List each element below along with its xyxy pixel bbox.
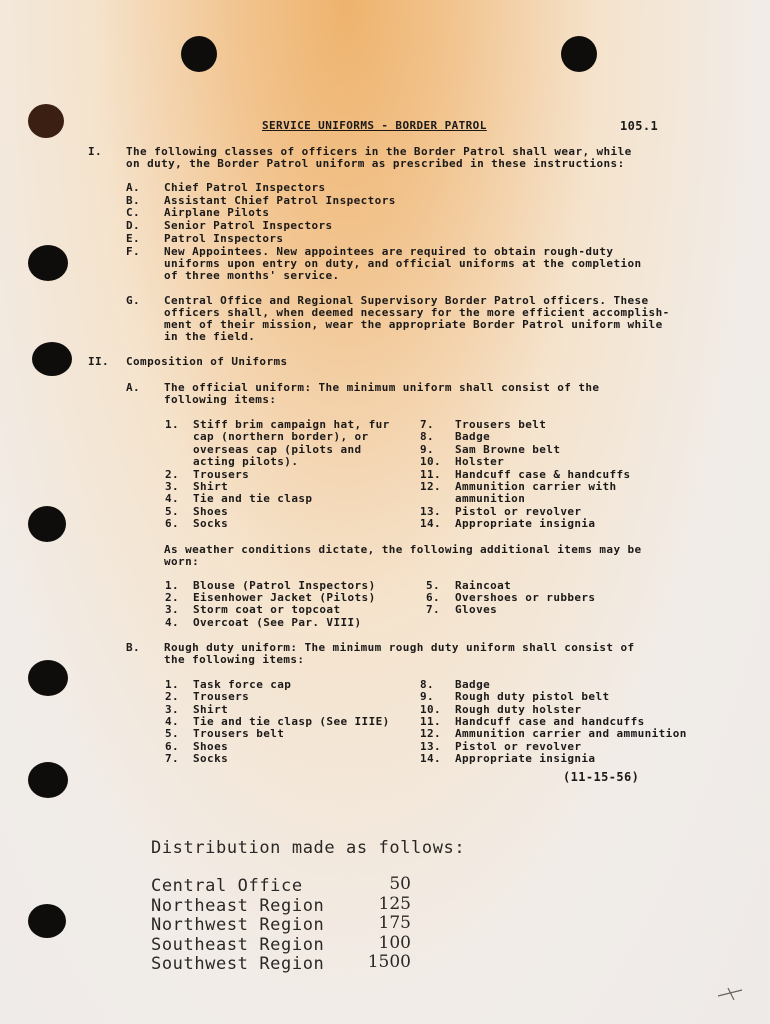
section-numeral: II. [88,355,110,368]
item-letter: D. [126,219,141,233]
distribution-region: Northwest Region [151,915,325,935]
list-item: Assistant Chief Patrol Inspectors [164,193,396,207]
list-item: Blouse (Patrol Inspectors) [193,579,376,592]
punch-hole [561,36,597,72]
list-item: cap (northern border), or [193,430,369,444]
item-number: 9. [420,442,435,456]
list-item: Tie and tie clasp (See IIIE) [193,714,390,728]
list-item: Shoes [193,504,229,518]
item-number: 6. [426,591,441,605]
list-item: Pistol or revolver [455,739,582,753]
item-number: 3. [165,702,180,716]
list-item: Overcoat (See Par. VIII) [193,615,362,629]
list-item: Badge [455,678,491,691]
item-text-line: ment of their mission, wear the appropriate Border Patrol uniform while [164,318,663,331]
list-item: Shoes [193,739,229,753]
item-letter: A. [126,181,141,194]
page-title: SERVICE UNIFORMS - BORDER PATROL [262,119,487,132]
punch-hole [28,104,64,138]
distribution-title: Distribution made as follows: [151,838,466,858]
punch-hole [28,904,66,938]
item-number: 12. [420,480,442,493]
list-item: Pistol or revolver [455,504,582,518]
item-number: 5. [165,727,180,741]
list-item: Appropriate insignia [455,751,596,765]
item-number: 10. [420,455,442,469]
distribution-region: Southeast Region [151,934,325,955]
distribution-region: Central Office [151,876,303,896]
item-number: 11. [420,714,442,728]
item-text-line: uniforms upon entry on duty, and official uniforms at the completion [164,257,642,270]
item-number: 12. [420,727,442,741]
item-letter: C. [126,206,141,220]
list-item: Badge [455,430,491,444]
punch-hole [28,245,68,281]
list-item: Gloves [455,603,498,617]
item-number: 2. [165,690,180,704]
item-text-line: Central Office and Regional Supervisory Border Patrol officers. These [164,294,649,307]
item-number: 7. [426,603,441,617]
item-text-line: of three months' service. [164,269,340,282]
list-item: Rough duty pistol belt [455,690,610,704]
list-item: overseas cap (pilots and [193,442,362,456]
item-letter: E. [126,231,141,245]
pencil-mark [716,984,744,1004]
list-item: Ammunition carrier with [455,480,617,493]
item-letter: F. [126,245,141,258]
list-item: Shirt [193,480,229,493]
item-number: 4. [165,714,180,728]
item-number: 3. [165,603,180,617]
list-item: Task force cap [193,678,292,691]
list-item: Appropriate insignia [455,517,596,531]
item-number: 4. [165,492,180,506]
list-item: Holster [455,455,505,469]
item-number: 7. [420,418,435,431]
distribution-count: 125 [378,893,411,914]
item-number: 6. [165,739,180,753]
item-number: 6. [165,517,180,531]
list-item: Eisenhower Jacket (Pilots) [193,591,376,605]
list-item: Ammunition carrier and ammunition [455,727,687,741]
punch-hole [28,506,66,542]
item-number: 13. [420,739,442,753]
list-item: Chief Patrol Inspectors [164,181,326,194]
item-letter: B. [126,641,141,654]
item-number: 10. [420,702,442,716]
list-item: Socks [193,751,229,765]
punch-hole [181,36,217,72]
item-text-line: following items: [164,393,277,406]
item-number: 2. [165,467,180,481]
item-text-line: New Appointees. New appointees are required to obtain rough-duty [164,245,614,258]
list-item: Tie and tie clasp [193,492,313,506]
section-number: 105.1 [620,119,659,133]
list-item: Overshoes or rubbers [455,591,596,605]
distribution-count: 100 [378,932,411,953]
punch-hole [28,660,68,696]
item-number: 1. [165,579,180,592]
item-number: 11. [420,467,442,481]
item-letter: G. [126,294,141,307]
item-number: 14. [420,517,442,531]
weather-note-line: worn: [164,555,200,568]
item-number: 4. [165,615,180,629]
item-text-line: in the field. [164,330,256,343]
punch-hole [32,342,72,376]
weather-note-line: As weather conditions dictate, the following additional items may be [164,543,642,556]
item-number: 8. [420,430,435,444]
list-item: Handcuff case & handcuffs [455,467,631,481]
section-heading: Composition of Uniforms [126,355,288,368]
item-number: 5. [165,504,180,518]
item-text-line: The official uniform: The minimum uniform shall consist of the [164,381,600,394]
list-item: ammunition [455,492,526,506]
distribution-count: 50 [389,874,411,894]
list-item: Stiff brim campaign hat, fur [193,418,390,431]
distribution-count: 1500 [367,952,411,972]
section-numeral: I. [88,145,103,158]
item-letter: A. [126,381,141,394]
item-text-line: Rough duty uniform: The minimum rough duty uniform shall consist of [164,641,635,654]
revision-date: (11-15-56) [563,770,640,784]
list-item: Handcuff case and handcuffs [455,714,645,728]
item-number: 5. [426,579,441,592]
list-item: Trousers belt [193,727,285,741]
punch-hole [28,762,68,798]
item-text-line: the following items: [164,653,305,666]
list-item: acting pilots). [193,455,299,469]
item-number: 1. [165,418,180,431]
item-number: 9. [420,690,435,704]
item-number: 7. [165,751,180,765]
item-number: 2. [165,591,180,605]
list-item: Patrol Inspectors [164,231,284,245]
item-number: 14. [420,751,442,765]
distribution-region: Northeast Region [151,895,325,916]
section-intro-line: The following classes of officers in the Border Patrol shall wear, while [126,145,632,158]
distribution-count: 175 [378,913,411,933]
list-item: Socks [193,517,229,531]
item-text-line: officers shall, when deemed necessary for the more efficient accomplish- [164,306,670,319]
list-item: Storm coat or topcoat [193,603,341,617]
item-number: 13. [420,504,442,518]
list-item: Shirt [193,702,229,716]
list-item: Raincoat [455,579,512,592]
item-letter: B. [126,193,141,207]
list-item: Trousers belt [455,418,547,431]
list-item: Rough duty holster [455,702,582,716]
item-number: 1. [165,678,180,691]
list-item: Sam Browne belt [455,442,561,456]
item-number: 8. [420,678,435,691]
distribution-region: Southwest Region [151,954,325,974]
list-item: Trousers [193,690,250,704]
list-item: Trousers [193,467,250,481]
section-intro-line: on duty, the Border Patrol uniform as prescribed in these instructions: [126,157,625,170]
item-number: 3. [165,480,180,493]
list-item: Airplane Pilots [164,206,270,220]
list-item: Senior Patrol Inspectors [164,219,333,233]
